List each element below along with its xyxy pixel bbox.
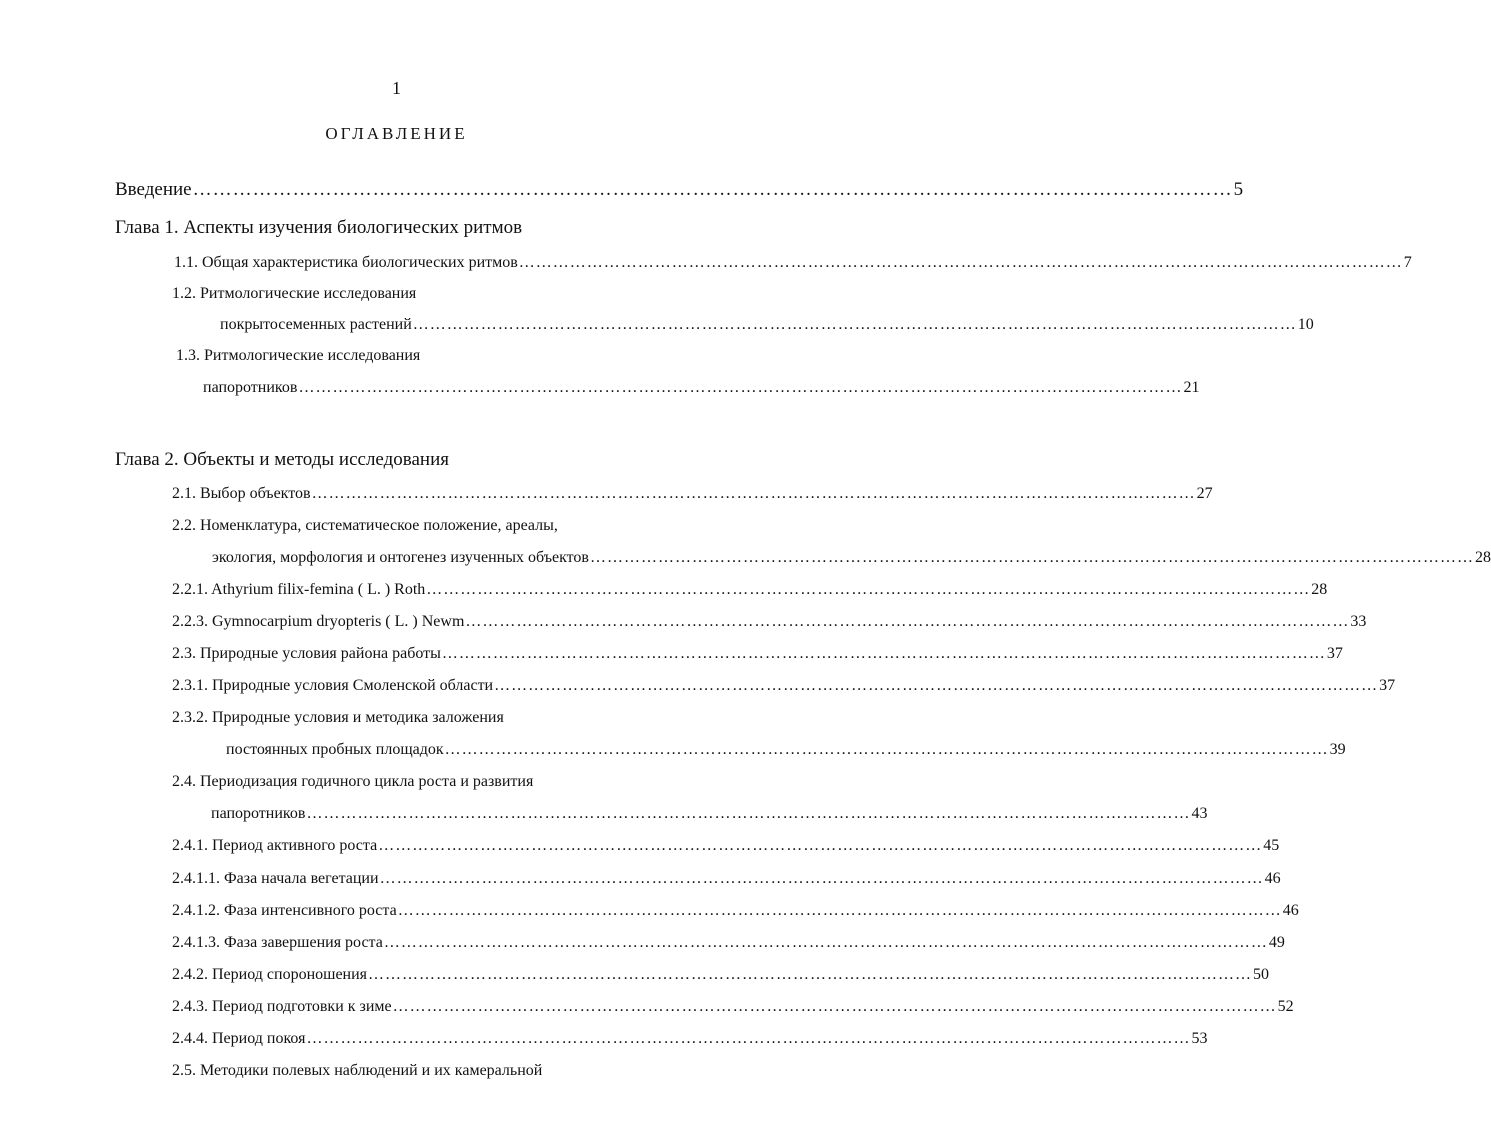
leader-dots: ………………………………………………………………………………………………………………………………………… bbox=[379, 870, 1264, 887]
toc-entry-text: 2.2.3. Gymnocarpium dryopteris ( L. ) Newm bbox=[172, 613, 465, 630]
toc-entry-text: 2.5. Методики полевых наблюдений и их камеральной bbox=[172, 1062, 543, 1079]
toc-entry-2-3-2 bbox=[172, 710, 504, 726]
toc-chapter-text: Глава 1. Аспекты изучения биологических ритмов bbox=[115, 217, 523, 238]
leader-dots: ………………………………………………………………………………………………………………………………………… bbox=[412, 316, 1297, 333]
toc-entry-text: 2.4.4. Период покоя bbox=[172, 1030, 306, 1047]
leader-dots: ………………………………………………………………………………………………………………………………………… bbox=[383, 934, 1268, 951]
toc-entry-page: 37 bbox=[1379, 677, 1396, 694]
toc-entry-text: 2.4.1. Период активного роста bbox=[172, 837, 378, 854]
leader-dots: ………………………………………………………………………………………………………………………………………… bbox=[444, 741, 1329, 758]
toc-entry-2-2 bbox=[172, 518, 558, 534]
leader-dots: ………………………………………………………………………………………………………………………………………… bbox=[392, 998, 1277, 1015]
toc-entry-page: 7 bbox=[1403, 254, 1412, 271]
toc-entry-text: покрытосеменных растений bbox=[220, 316, 412, 333]
toc-entry-text: 2.4.3. Период подготовки к зиме bbox=[172, 998, 392, 1015]
toc-entry-2-2-cont bbox=[212, 549, 1491, 566]
toc-entry-2-4-cont bbox=[211, 805, 1208, 822]
toc-entry-page: 39 bbox=[1329, 741, 1346, 758]
toc-chapter-1 bbox=[115, 218, 522, 237]
toc-entry-page: 43 bbox=[1191, 805, 1208, 822]
toc-entry-text: 2.3. Природные условия района работы bbox=[172, 645, 441, 662]
leader-dots: ………………………………………………………………………………………………………………………………………… bbox=[192, 179, 1233, 200]
toc-entry-page: 49 bbox=[1268, 934, 1285, 951]
toc-entry-2-1 bbox=[172, 485, 1213, 502]
toc-entry-page: 50 bbox=[1253, 966, 1270, 983]
toc-entry-page: 45 bbox=[1263, 837, 1280, 854]
toc-entry-2-4-1-1 bbox=[172, 870, 1281, 887]
toc-entry-2-4-1-3 bbox=[172, 934, 1285, 951]
toc-entry-page: 52 bbox=[1277, 998, 1294, 1015]
toc-entry-text: 2.3.1. Природные условия Смоленской области bbox=[172, 677, 494, 694]
toc-entry-1-1 bbox=[174, 254, 1412, 271]
leader-dots: ………………………………………………………………………………………………………………………………………… bbox=[397, 902, 1282, 919]
toc-entry-text: 2.3.2. Природные условия и методика заложения bbox=[172, 709, 504, 726]
leader-dots: ………………………………………………………………………………………………………………………………………… bbox=[465, 613, 1350, 630]
toc-entry-text: экология, морфология и онтогенез изученных объектов bbox=[212, 549, 589, 566]
toc-entry-2-4-2 bbox=[172, 966, 1270, 983]
toc-entry-2-4-1-2 bbox=[172, 902, 1299, 919]
toc-entry-2-3-1 bbox=[172, 677, 1396, 694]
leader-dots: ………………………………………………………………………………………………………………………………………… bbox=[298, 379, 1183, 396]
leader-dots: ………………………………………………………………………………………………………………………………………… bbox=[441, 645, 1326, 662]
toc-entry-page: 28 bbox=[1474, 549, 1491, 566]
toc-entry-intro bbox=[115, 179, 1244, 200]
toc-entry-2-3 bbox=[172, 645, 1343, 662]
toc-entry-2-2-3 bbox=[172, 613, 1367, 630]
leader-dots: ………………………………………………………………………………………………………………………………………… bbox=[306, 1030, 1191, 1047]
toc-entry-text: 2.4.1.1. Фаза начала вегетации bbox=[172, 870, 379, 887]
toc-entry-1-3 bbox=[176, 348, 420, 364]
leader-dots: ………………………………………………………………………………………………………………………………………… bbox=[368, 966, 1253, 983]
toc-entry-text: 1.2. Ритмологические исследования bbox=[172, 285, 417, 302]
toc-chapter-2 bbox=[115, 450, 449, 469]
leader-dots: ………………………………………………………………………………………………………………………………………… bbox=[426, 581, 1311, 598]
leader-dots: ………………………………………………………………………………………………………………………………………… bbox=[494, 677, 1379, 694]
toc-entry-text: папоротников bbox=[203, 379, 298, 396]
toc-entry-text: 1.3. Ритмологические исследования bbox=[176, 347, 421, 364]
toc-entry-text: 2.4.2. Период спороношения bbox=[172, 966, 368, 983]
toc-entry-text: 1.1. Общая характеристика биологических ритмов bbox=[174, 254, 518, 271]
toc-entry-page: 46 bbox=[1264, 870, 1281, 887]
toc-entry-page: 21 bbox=[1183, 379, 1200, 396]
toc-entry-1-2-cont bbox=[220, 316, 1314, 333]
toc-entry-1-3-cont bbox=[203, 379, 1200, 396]
toc-entry-1-2 bbox=[172, 286, 416, 302]
toc-entry-page: 46 bbox=[1282, 902, 1299, 919]
toc-entry-text: 2.4.1.3. Фаза завершения роста bbox=[172, 934, 383, 951]
leader-dots: ………………………………………………………………………………………………………………………………………… bbox=[589, 549, 1474, 566]
toc-entry-text: 2.2. Номенклатура, систематическое положение, ареалы, bbox=[172, 517, 558, 534]
toc-entry-page: 10 bbox=[1297, 316, 1314, 333]
toc-entry-text: 2.1. Выбор объектов bbox=[172, 485, 311, 502]
page-number: 1 bbox=[392, 78, 401, 98]
toc-entry-page: 28 bbox=[1311, 581, 1328, 598]
toc-entry-2-4-4 bbox=[172, 1030, 1208, 1047]
toc-entry-2-4-1 bbox=[172, 837, 1280, 854]
toc-entry-2-3-2-cont bbox=[226, 741, 1346, 758]
toc-entry-2-4 bbox=[172, 774, 533, 790]
toc-entry-text: папоротников bbox=[211, 805, 306, 822]
toc-entry-page: 33 bbox=[1350, 613, 1367, 630]
leader-dots: ………………………………………………………………………………………………………………………………………… bbox=[378, 837, 1263, 854]
toc-chapter-text: Глава 2. Объекты и методы исследования bbox=[115, 449, 450, 470]
toc-entry-page: 37 bbox=[1326, 645, 1343, 662]
page-title: ОГЛАВЛЕНИЕ bbox=[325, 124, 468, 143]
toc-entry-page: 53 bbox=[1191, 1030, 1208, 1047]
leader-dots: ………………………………………………………………………………………………………………………………………… bbox=[306, 805, 1191, 822]
toc-entry-2-4-3 bbox=[172, 998, 1294, 1015]
toc-entry-text: 2.4. Периодизация годичного цикла роста и развития bbox=[172, 773, 534, 790]
leader-dots: ………………………………………………………………………………………………………………………………………… bbox=[518, 254, 1403, 271]
toc-entry-page: 27 bbox=[1196, 485, 1213, 502]
leader-dots: ………………………………………………………………………………………………………………………………………… bbox=[311, 485, 1196, 502]
toc-entry-text: Введение bbox=[115, 179, 192, 200]
toc-entry-text: 2.4.1.2. Фаза интенсивного роста bbox=[172, 902, 397, 919]
toc-entry-2-5 bbox=[172, 1063, 542, 1079]
toc-entry-2-2-1 bbox=[172, 581, 1328, 598]
toc-entry-page: 5 bbox=[1233, 179, 1244, 200]
toc-entry-text: постоянных пробных площадок bbox=[226, 741, 444, 758]
toc-entry-text: 2.2.1. Athyrium filix-femina ( L. ) Roth bbox=[172, 581, 426, 598]
